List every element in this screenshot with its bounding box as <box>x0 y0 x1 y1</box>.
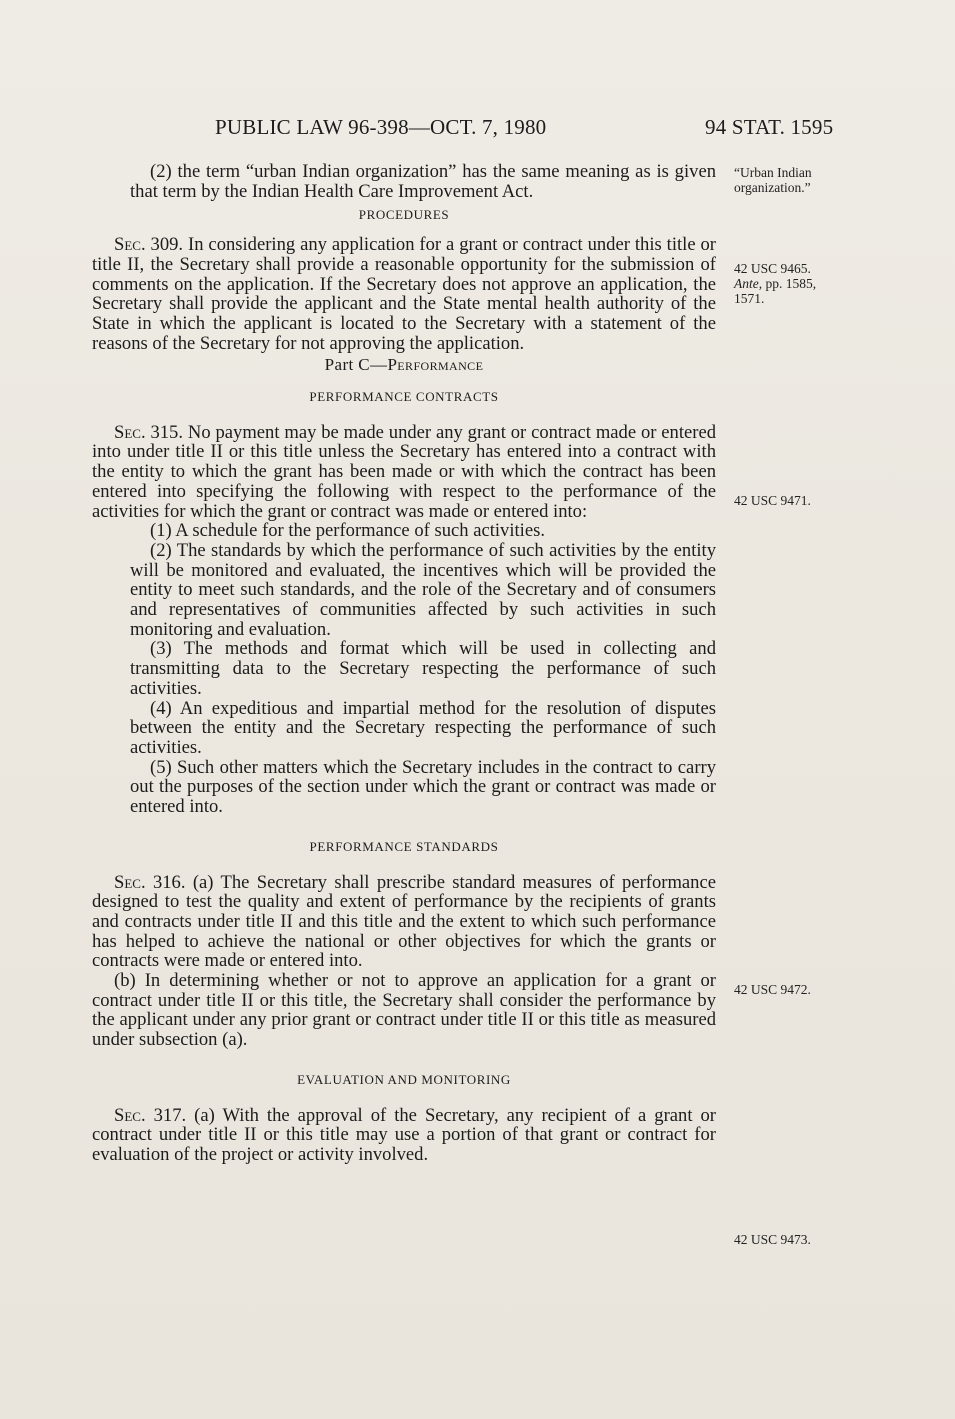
margin-ante-pages-2: 1571. <box>734 291 765 306</box>
section-316-label: Sec. 316. <box>114 871 186 893</box>
item-3: (3) The methods and format which will be used in collecting and transmitting data to the Secretary respecting the performance of such activities. <box>130 638 716 699</box>
urban-indian-definition: (2) the term “urban Indian organization” has the same meaning as is given that term by the Indian Health Care Improvement Act. <box>130 161 716 202</box>
margin-note-urban-indian <box>734 165 844 195</box>
section-316a <box>92 873 716 972</box>
item-2: (2) The standards by which the performance of such activities by the entity will be monitored and evaluated, the incentives which will be provided the entity to meet such standards, and the role of the Secretary and of consumers and representatives of communities affected by such activities in such monitoring and evaluation. <box>130 539 716 640</box>
statute-page: 94 STAT. 1595 <box>705 115 834 139</box>
evaluation-monitoring-heading: EVALUATION AND MONITORING <box>297 1071 511 1087</box>
item-5: (5) Such other matters which the Secretary includes in the contract to carry out the purposes of the section under which the grant or contract was made or entered into. <box>130 756 716 818</box>
margin-ante-label: Ante, <box>734 276 763 291</box>
margin-ante <box>734 276 844 291</box>
margin-note-9465 <box>734 261 844 306</box>
margin-usc-9465: 42 USC 9465. <box>734 261 811 276</box>
section-317-text: (a) With the approval of the Secretary, any recipient of a grant or contract under title II or this title may use a portion of that grant or contract for evaluation of the project or activity involved. <box>92 1104 716 1165</box>
section-309 <box>92 235 716 353</box>
margin-note-9471 <box>734 493 844 508</box>
section-309-label: Sec. 309. <box>114 234 184 256</box>
document-body <box>92 162 716 1165</box>
section-316a-text: (a) The Secretary shall prescribe standard measures of performance designed to test the quality and extent of performance by the recipients of grants and contracts under title II and this title and the extent to which such performance has helped to achieve the national or other objectives for which the grants or contracts were made or entered into. <box>92 871 716 972</box>
performance-contracts-heading: PERFORMANCE CONTRACTS <box>309 389 499 405</box>
section-317-label: Sec. 317. <box>114 1104 187 1126</box>
section-317 <box>92 1106 716 1165</box>
performance-standards-heading: PERFORMANCE STANDARDS <box>309 838 499 854</box>
procedures-heading: PROCEDURES <box>358 207 450 223</box>
part-c-heading <box>92 355 716 375</box>
margin-ante-pages-1: pp. 1585, <box>765 276 817 291</box>
section-309-text: In considering any application for a grant or contract under this title or title II, the Secretary shall provide a reasonable opportunity for the submission of comments on the application. If the Secretary does not approve an application, the Secretary shall provide the applicant and the State mental health authority of the State in which the applicant is located to the Secretary with a statement of the reasons of the Secretary for not approving the application. <box>92 234 716 354</box>
margin-usc-9471: 42 USC 9471. <box>734 493 811 508</box>
margin-urban-line-2: organization.” <box>734 180 811 195</box>
section-315 <box>92 423 716 522</box>
law-citation: PUBLIC LAW 96-398—OCT. 7, 1980 <box>215 115 547 139</box>
part-c-prefix: Part C— <box>324 355 388 375</box>
margin-note-9472 <box>734 982 844 997</box>
margin-note-9473 <box>734 1232 844 1247</box>
margin-usc-9473: 42 USC 9473. <box>734 1232 811 1247</box>
item-4: (4) An expeditious and impartial method for the resolution of disputes between the entity and the Secretary respecting the performance of such activities. <box>130 697 716 758</box>
section-315-text: No payment may be made under any grant or contract made or entered into under title II or this title unless the Secretary has entered into a contract with the entity to which the grant has been made or with which the contract has been entered into specifying the following with respect to the performance of the activities for which the grant or contract was made or entered into: <box>92 421 717 522</box>
section-315-label: Sec. 315. <box>114 421 184 443</box>
margin-usc-9472: 42 USC 9472. <box>734 982 811 997</box>
section-316b: (b) In determining whether or not to approve an application for a grant or contract under title II or this title, the Secretary shall consider the performance by the applicant under any prior grant or contract under title II or this title as measured under subsection (a). <box>92 970 716 1051</box>
part-c-word: Performance <box>387 355 484 375</box>
margin-urban-line-1: “Urban Indian <box>734 165 812 180</box>
item-1: (1) A schedule for the performance of such activities. <box>150 520 545 542</box>
